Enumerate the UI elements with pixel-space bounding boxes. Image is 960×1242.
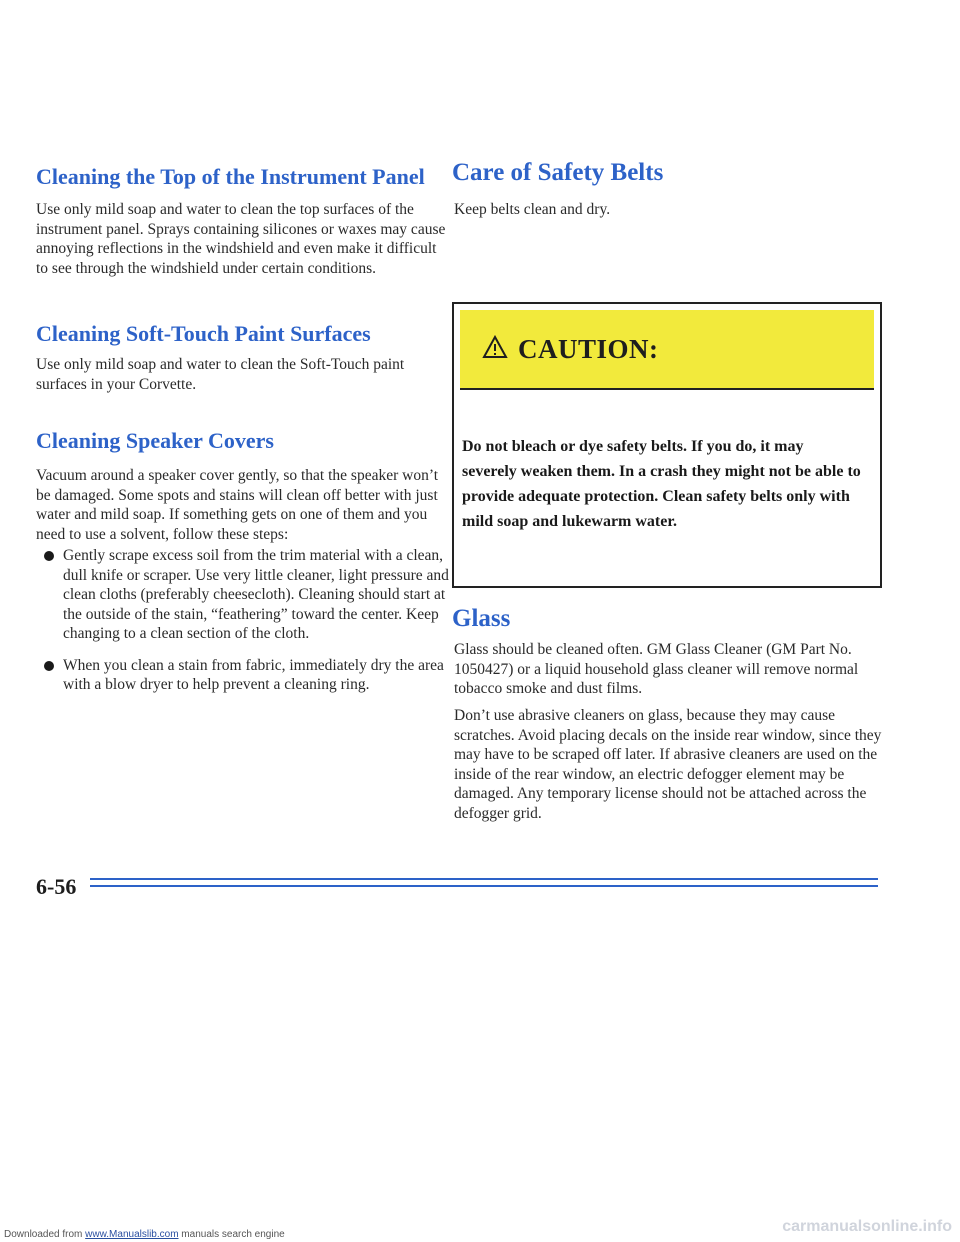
section-heading: Glass [452, 605, 511, 632]
list-item-text: Gently scrape excess soil from the trim material with a clean, dull knife or scraper. Use very little cleaner, light pressure and clean cloths (preferably cheesecloth). Cleaning should start at the outside of the stain, “feathering” toward the center. Keep changing to a clean section of the cloth. [63, 547, 449, 642]
download-notice [4, 1229, 285, 1240]
section-text: Use only mild soap and water to clean the top surfaces of the instrument panel. Sprays containing silicones or waxes may cause annoying reflections in the windshield and even make it difficult to see through the windshield under certain conditions. [36, 201, 446, 277]
manualslib-link[interactable]: www.Manualslib.com [85, 1229, 179, 1240]
bullet-dot-icon [44, 551, 54, 561]
download-prefix: Downloaded from [4, 1229, 86, 1240]
step-list [36, 546, 454, 695]
footer-rule [90, 878, 878, 880]
list-item [36, 656, 454, 695]
section-text: Use only mild soap and water to clean the Soft-Touch paint surfaces in your Corvette. [36, 356, 405, 393]
section-heading: Care of Safety Belts [452, 159, 664, 186]
caution-label: CAUTION: [518, 334, 659, 364]
caution-text: Do not bleach or dye safety belts. If you do, it may severely weaken them. In a crash they might not be able to provide adequate protection. Clean safety belts only with mild soap and lukewarm water. [462, 438, 861, 530]
footer-rule [90, 885, 878, 887]
section-text: Don’t use abrasive cleaners on glass, because they may cause scratches. Avoid placing decals on the inside rear window, since they may have to be scraped off later. If abrasive cleaners are used on the inside of the rear window, an electric defogger element may be damaged. Any temporary license should not be attached across the defogger grid. [454, 707, 882, 822]
section-heading: Cleaning Soft-Touch Paint Surfaces [36, 321, 371, 346]
page-number: 6-56 [36, 874, 77, 899]
warning-triangle-icon [482, 335, 508, 359]
watermark: carmanualsonline.info [782, 1218, 952, 1235]
download-suffix: manuals search engine [178, 1229, 285, 1240]
list-item [36, 546, 454, 644]
section-heading: Cleaning the Top of the Instrument Panel [36, 164, 425, 189]
section-text: Keep belts clean and dry. [454, 201, 611, 218]
section-text: Glass should be cleaned often. GM Glass Cleaner (GM Part No. 1050427) or a liquid household glass cleaner will remove normal tobacco smoke and dust films. [454, 641, 859, 697]
section-text: Vacuum around a speaker cover gently, so that the speaker won’t be damaged. Some spots and stains will clean off better with just water and mild soap. If something gets on one of them and you need to use a solvent, follow these steps: [36, 467, 439, 543]
section-heading: Cleaning Speaker Covers [36, 428, 274, 453]
list-item-text: When you clean a stain from fabric, immediately dry the area with a blow dryer to help prevent a cleaning ring. [63, 656, 444, 693]
caution-header [460, 310, 874, 390]
bullet-dot-icon [44, 661, 54, 671]
